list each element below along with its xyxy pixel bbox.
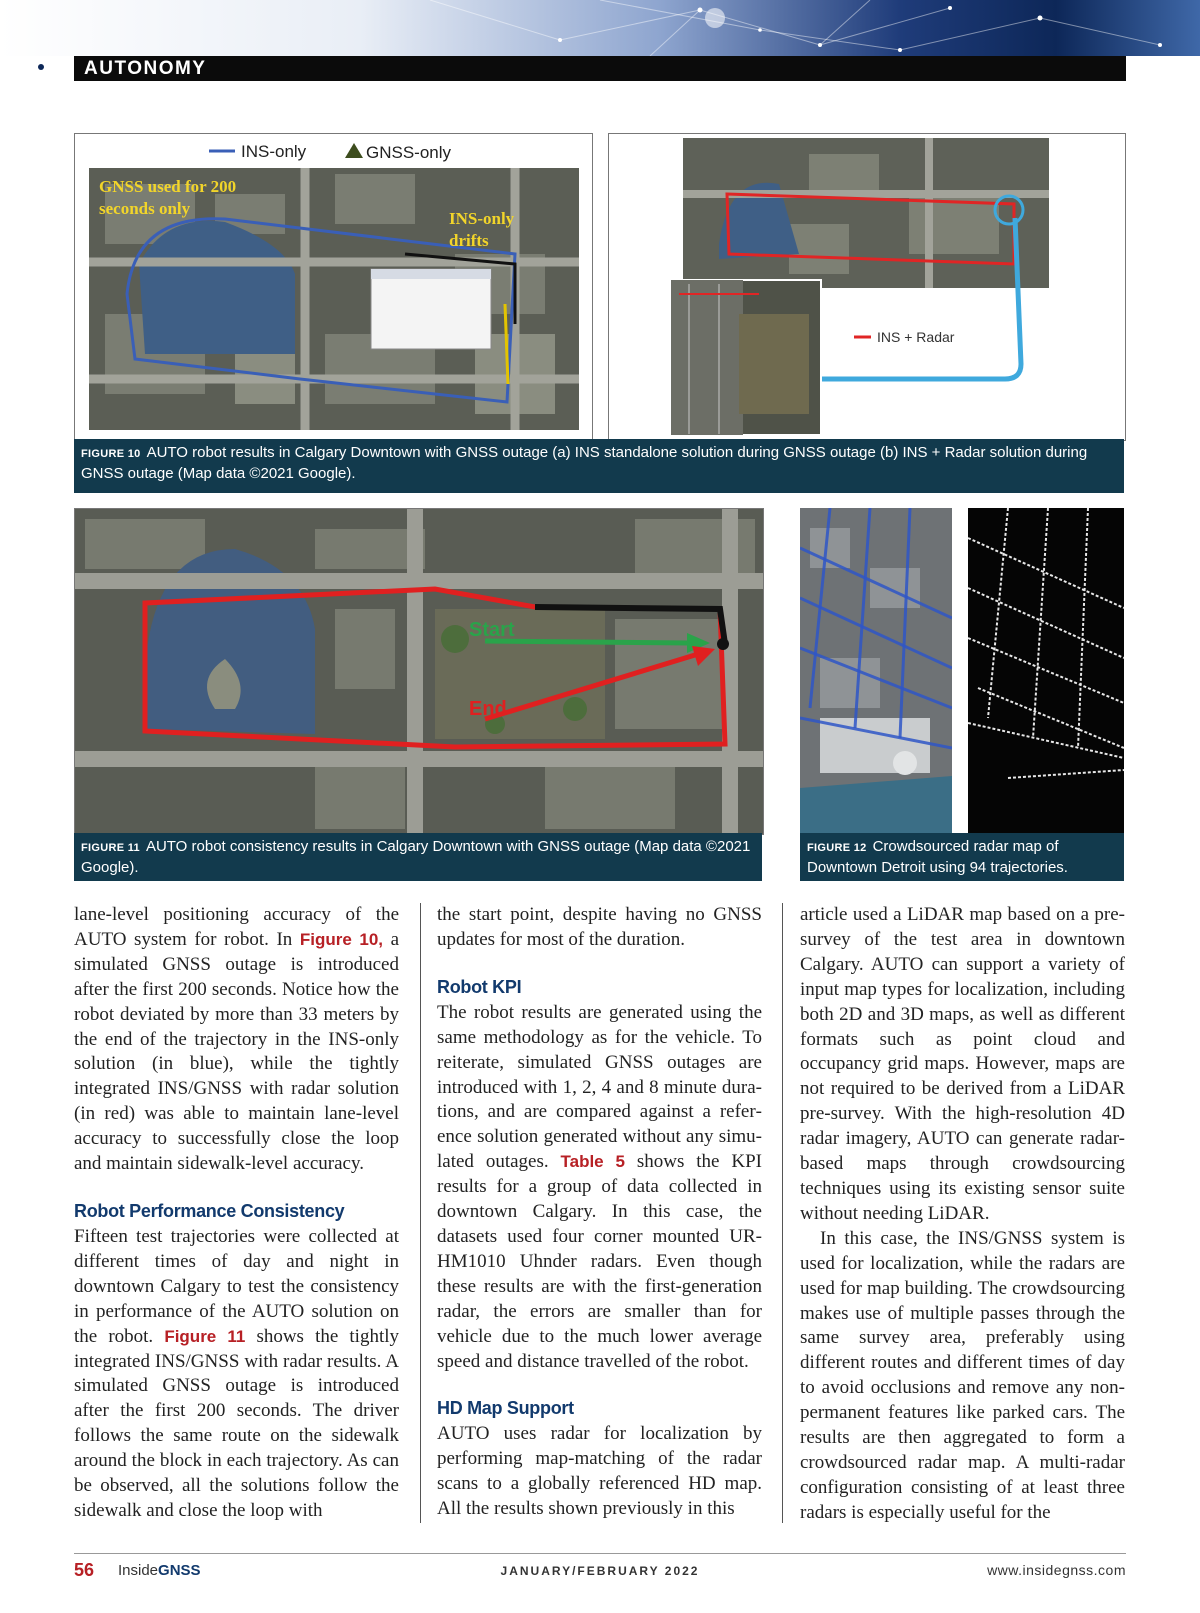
note-gnss-line1: GNSS used for 200 [99,177,237,196]
article-column-2 [437,903,762,1522]
page-number: 56 [74,1560,95,1580]
issue-date: JANUARY/FEBRUARY 2022 [500,1564,700,1578]
section-label: AUTONOMY [84,58,207,79]
heading-robot-performance-consistency: Robot Performance Consistency [74,1200,345,1221]
col1-p2-text-a: Fifteen test trajectories were collected at different times of day and night in downtown Calgary to test the consistency in performance of the AUTO solution on the robot. [74,1225,399,1347]
figure12-caption [800,833,1124,881]
figure12-caption-text: Crowdsourced radar map of Downtown Detroit using 94 trajectories. [807,838,1068,876]
legend-ins-radar: INS + Radar [877,329,955,345]
magazine-suffix: GNSS [158,1562,201,1579]
figure10-caption-text: AUTO robot results in Calgary Downtown with GNSS outage (a) INS standalone solution during GNSS outage (b) INS + Radar solution during GNSS outage (Map data ©2021 Google). [81,444,1088,482]
figure11-map [74,508,764,835]
col1-p1-text-a: lane-level positioning accuracy of the AUTO system for robot. In [74,904,399,950]
figure11-reference-link[interactable]: Figure 11 [164,1326,246,1346]
col2-paragraph-1: the start point, despite having no GNSS updates for most of the duration. [437,904,762,950]
note-gnss-line2: seconds only [99,199,191,218]
figure11-caption [74,833,762,881]
figure10b-map [608,133,1126,441]
table5-reference-link[interactable]: Table 5 [560,1152,625,1172]
magazine-prefix: Inside [118,1562,159,1579]
figure10a-map [74,133,593,441]
col1-paragraph-1 [74,903,399,1177]
figure11-number: FIGURE 11 [81,842,140,854]
article-column-1 [74,903,399,1524]
section-bar [74,56,1126,81]
col2-paragraph-2 [437,1001,762,1375]
heading-hd-map-support: HD Map Support [437,1398,574,1419]
header-bullet [38,64,44,70]
col2-p2-text-a: The robot results are generated using the same methodology as for the vehicle. To reiterate, simulated GNSS outages are introduced with 1, 2, 4 and 8 minute durations, and are compared against a reference solution generated without any simulated outages. [437,1001,762,1173]
figure12-number: FIGURE 12 [807,842,867,854]
col2-p2-text-b: shows the KPI results for a group of data collected in downtown Calgary. In this case, the datasets used four corner mounted UR-HM1010 Uhnder radars. Even though these results are with the first-generation radar, the errors are smaller than for vehicle due to the much lower average speed and distance travelled of the robot. [437,1151,762,1372]
header-banner [0,0,1200,56]
website-url[interactable]: www.insidegnss.com [987,1562,1126,1578]
figure12-satellite-map [800,508,952,833]
article-column-3 [800,903,1125,1526]
col1-paragraph-2 [74,1225,399,1524]
col1-p1-text-b: a simulated GNSS outage is introduced after the first 200 seconds. Notice how the robot deviated by more than 33 meters by the end of the trajectory in the INS-only solution (in blue), while the tightly integrated INS/GNSS with radar solution (in red) was able to maintain lane-level accuracy to successfully close the loop and maintain sidewalk-level accuracy. [74,928,399,1175]
col3-paragraph-1: article used a LiDAR map based on a pre-survey of the test area in downtown Calgary. AUTO can support a variety of input map types for localization, including both 2D and 3D maps, as well as different formats such as point cloud and occupancy grid maps. However, maps are not required to be derived from a LiDAR pre-survey. With the high-resolution 4D radar imagery, AUTO can generate radar-based maps through crowdsourcing techniques using its existing sensor suite without needing LiDAR. [800,904,1125,1224]
column-rule-1 [420,903,421,1523]
legend-ins-only: INS-only [241,142,307,161]
col1-p2-text-b: shows the tightly integrated INS/GNSS with radar results. A simulated GNSS outage is introduced after the first 200 seconds. The driver follows the same route on the sidewalk around the block in each trajectory. As can be observed, all the solutions follow the sidewalk and close the loop with [74,1325,400,1521]
col2-paragraph-3: AUTO uses radar for localization by performing map-matching of the radar scans to a globally referenced HD map. All the results shown previously in this [437,1423,762,1520]
note-drift-line2: drifts [449,231,489,250]
figure11-caption-text: AUTO robot consistency results in Calgary Downtown with GNSS outage (Map data ©2021 Google). [81,838,751,876]
heading-robot-kpi: Robot KPI [437,976,522,997]
network-graphic [0,0,1200,56]
label-end: End [469,698,507,720]
footer-rule [74,1553,1126,1554]
column-rule-2 [782,903,783,1523]
figure12-radar-map [968,508,1124,833]
col3-paragraph-2: In this case, the INS/GNSS system is used for localization, while the radars are used for map building. The crowdsourcing makes use of multiple passes through the same survey area, preferably using different routes and different times of day to avoid occlusions and remove any non-permanent features like parked cars. The results are then aggregated to form a crowdsourced radar map. A multi-radar configuration consisting of at least three radars is especially useful for the [800,1227,1125,1523]
figure10-number: FIGURE 10 [81,448,141,460]
legend-gnss-only: GNSS-only [366,143,452,162]
figure10-caption [74,439,1124,493]
figure10-reference-link[interactable]: Figure 10, [299,929,383,949]
note-drift-line1: INS-only [449,209,515,228]
label-start: Start [469,619,515,641]
